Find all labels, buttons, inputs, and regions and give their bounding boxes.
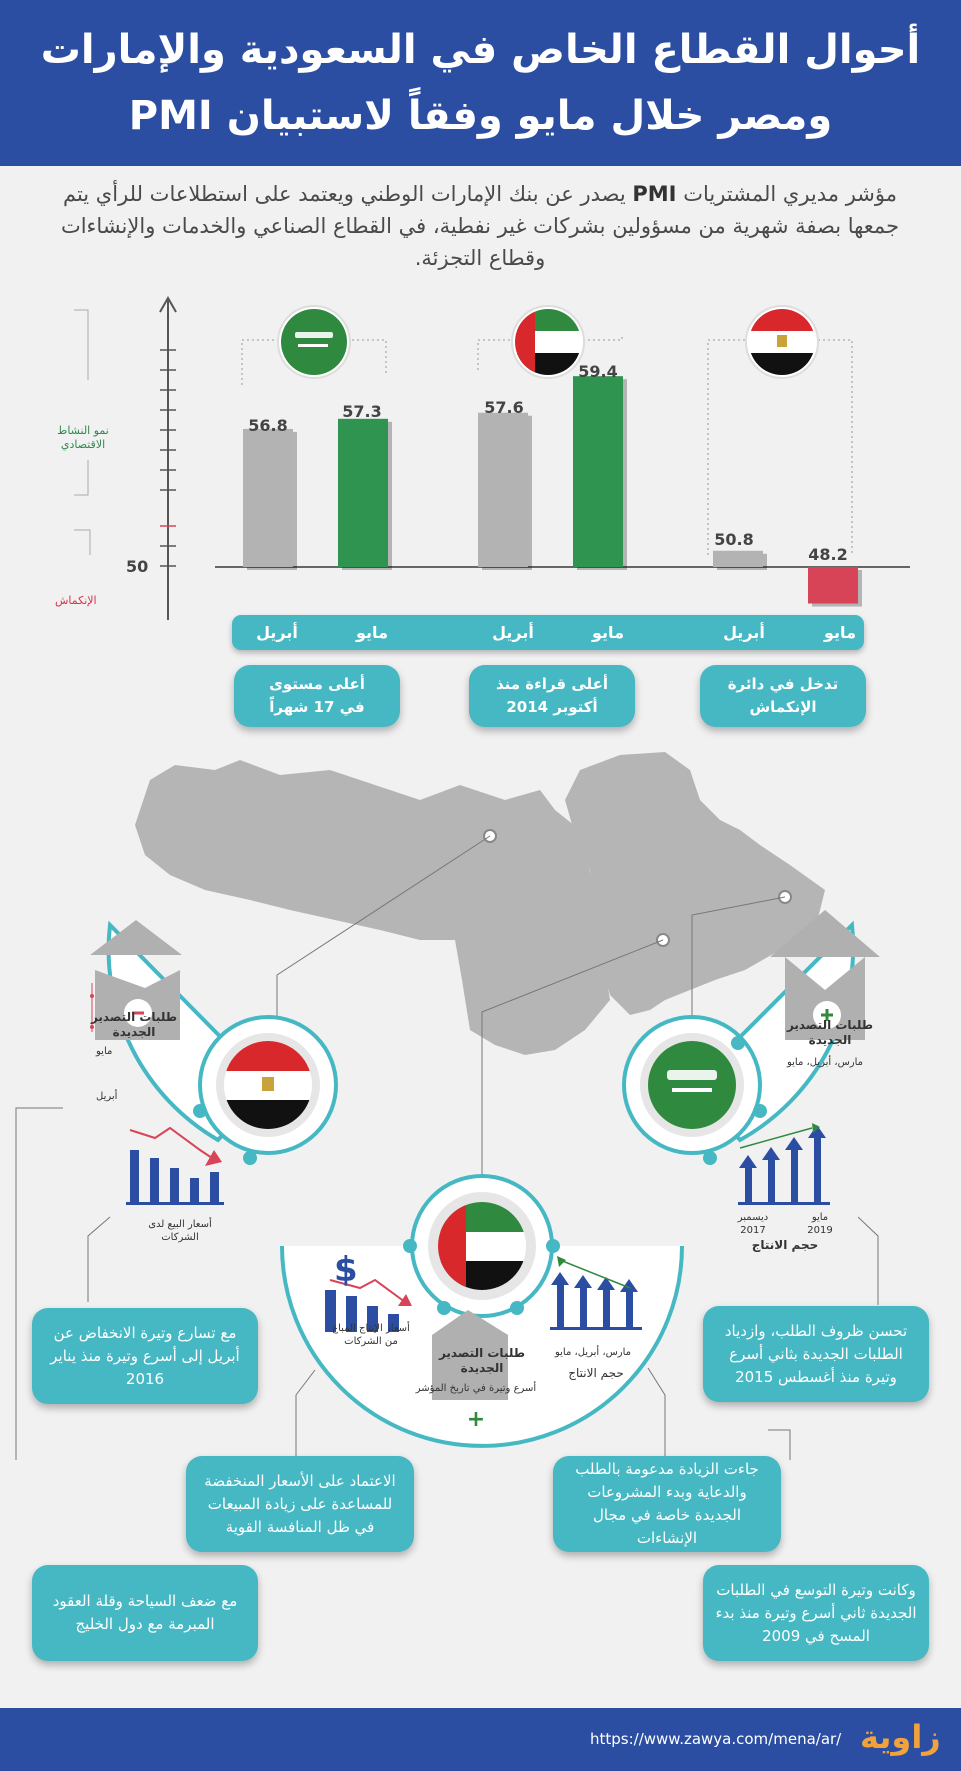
uae-note-2: جاءت الزيادة مدعومة بالطلب والدعاية وبدء المشروعات الجديدة خاصة في مجال الإنشاءات <box>553 1456 781 1552</box>
summary-saudi <box>234 665 400 727</box>
label-ae-may: 59.4 <box>578 362 618 381</box>
summary-uae-line1: أعلى قراءة منذ <box>495 675 609 693</box>
saudi-to-label <box>800 1211 840 1237</box>
footer-url[interactable]: https://www.zawya.com/mena/ar/ <box>590 1730 842 1748</box>
summary-egypt-line1: تدخل في دائرة <box>727 675 839 693</box>
intro-paragraph <box>50 178 910 274</box>
baseline-value: 50 <box>126 557 149 576</box>
header-banner <box>0 0 961 166</box>
growth-bracket <box>74 310 88 380</box>
page-title-line1: أحوال القطاع الخاص في السعودية والإمارات <box>40 27 921 73</box>
saudi-note-2: وكانت وتيرة التوسع في الطلبات الجديدة ثاني أسرع وتيرة منذ بدء المسح في 2009 <box>703 1565 929 1661</box>
uae-output-months: مارس، أبريل، مايو <box>554 1347 632 1358</box>
summary-saudi-line1: أعلى مستوى <box>269 675 365 693</box>
intro-pmi: PMI <box>632 182 677 206</box>
egypt-may-label: مايو <box>96 1046 113 1057</box>
label-sa-may: 57.3 <box>342 402 382 421</box>
saudi-export-months: مارس، أبريل، مايو <box>786 1057 864 1068</box>
flag-egypt-top <box>746 306 818 378</box>
uae-export-orders-label: طلبات التصدير الجديدة <box>438 1346 526 1375</box>
saudi-output-volume-label: حجم الانتاج <box>751 1238 819 1252</box>
bar-uae-april <box>478 413 528 567</box>
bar-egypt-may <box>808 567 858 604</box>
flag-saudi-top <box>278 306 350 378</box>
uae-plus-icon: + <box>462 1406 490 1434</box>
period-eg-apr: أبريل <box>723 623 765 642</box>
growth-label: نمو النشاط الاقتصادي <box>57 424 109 451</box>
contraction-bracket <box>74 530 90 555</box>
period-ae-apr: أبريل <box>492 623 534 642</box>
period-sa-may: مايو <box>356 623 388 642</box>
intro-text-before: مؤشر مديري المشتريات <box>683 182 898 206</box>
region-map <box>135 752 825 1055</box>
uae-output-volume-label: حجم الانتاج <box>568 1366 624 1380</box>
period-sa-apr: أبريل <box>256 623 298 642</box>
saudi-from-month: ديسمبر <box>737 1212 769 1223</box>
egypt-export-orders-label: طلبات التصدير الجديدة <box>90 1010 178 1039</box>
growth-bracket-lower <box>74 460 88 495</box>
label-sa-apr: 56.8 <box>248 416 288 435</box>
period-ae-may: مايو <box>592 623 624 642</box>
period-eg-may: مايو <box>824 623 856 642</box>
uae-export-sub-label: أسرع وتيرة في تاريخ المؤشر <box>415 1383 537 1394</box>
dollar-icon: $ <box>334 1250 358 1290</box>
period-bar <box>232 615 864 650</box>
bar-egypt-april <box>713 551 763 567</box>
saudi-to-month: مايو <box>811 1212 829 1223</box>
bar-saudi-may <box>338 419 388 567</box>
summary-egypt-line2: الإنكماش <box>749 698 817 716</box>
label-eg-may: 48.2 <box>808 545 848 564</box>
egypt-selling-prices-label: أسعار البيع لدى الشركات <box>148 1219 212 1243</box>
egypt-note-1: مع تسارع وتيرة الانخفاض عن أبريل إلى أسرع وتيرة منذ يناير 2016 <box>32 1308 258 1404</box>
label-eg-apr: 50.8 <box>714 530 754 549</box>
saudi-to-year: 2019 <box>807 1225 833 1236</box>
zawya-logo[interactable]: زاوية <box>860 1718 941 1756</box>
summary-uae <box>469 665 635 727</box>
egypt-note-2: مع ضعف السياحة وقلة العقود المبرمة مع دول الخليج <box>32 1565 258 1661</box>
egypt-april-label: أبريل <box>96 1091 118 1102</box>
saudi-export-orders-label: طلبات التصدير الجديدة <box>786 1018 874 1047</box>
summary-saudi-line2: في 17 شهراً <box>269 698 365 716</box>
uae-output-prices-label: أسعار الإنتاج المباع من الشركات <box>332 1323 410 1347</box>
footer-bar <box>0 1708 961 1771</box>
uae-note-1: الاعتماد على الأسعار المنخفضة للمساعدة على زيادة المبيعات في ظل المنافسة القوية <box>186 1456 414 1552</box>
summary-egypt <box>700 665 866 727</box>
summary-uae-line2: أكتوبر 2014 <box>506 698 598 716</box>
label-ae-apr: 57.6 <box>484 398 524 417</box>
contraction-label: الإنكماش <box>55 594 97 607</box>
saudi-from-year: 2017 <box>740 1225 766 1236</box>
bar-saudi-april <box>243 429 293 567</box>
intro-text-after: يصدر عن بنك الإمارات الوطني ويعتمد على استطلاعات للرأي يتم جمعها بصفة شهرية من مسؤولين بشركات غير نفطية، في القطاع الصناعي والخدمات والإنشاءات وقطاع التجزئة. <box>60 182 900 270</box>
saudi-from-label <box>733 1211 773 1237</box>
page-title-line2: ومصر خلال مايو وفقاً لاستبيان PMI <box>128 93 833 139</box>
bar-uae-may <box>573 376 623 567</box>
saudi-note-1: تحسن ظروف الطلب، وازدياد الطلبات الجديدة بثاني أسرع وتيرة منذ أغسطس 2015 <box>703 1306 929 1402</box>
